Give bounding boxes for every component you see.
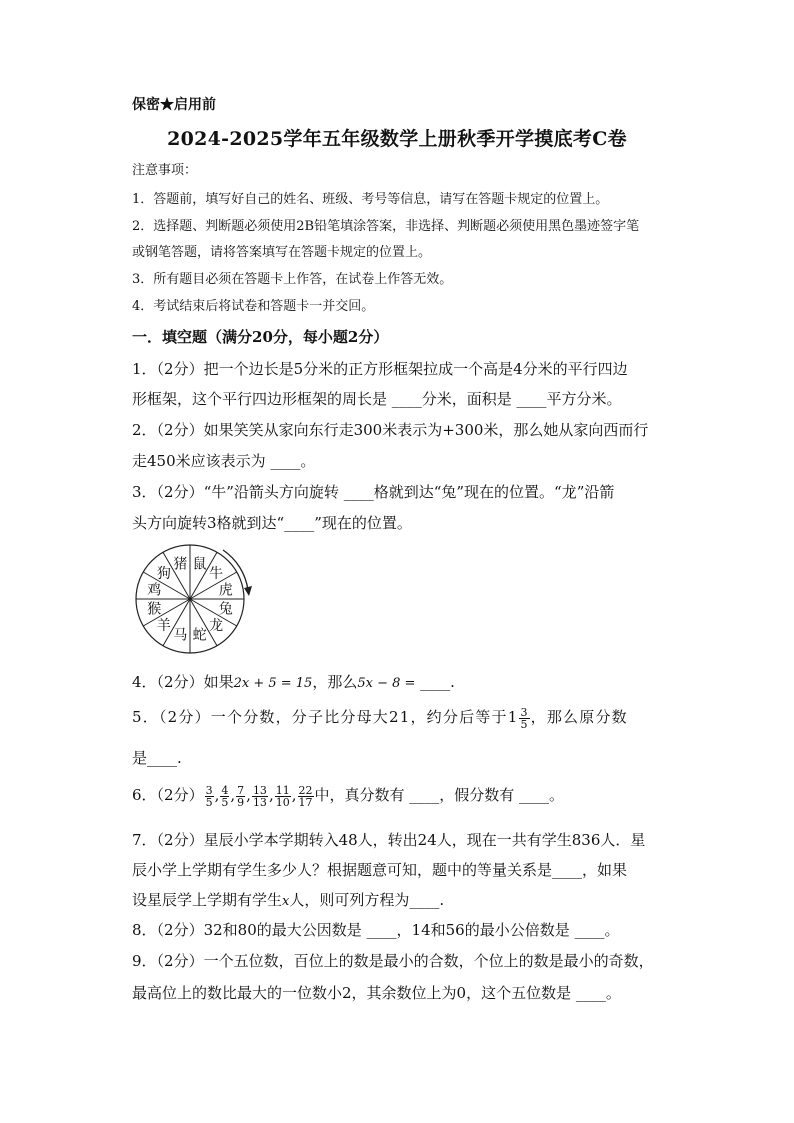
fraction-numerator: 11 xyxy=(275,783,290,797)
fraction-1 xyxy=(205,785,214,808)
wheel-label: 猴 xyxy=(147,601,162,618)
arrow-head-icon xyxy=(244,586,252,596)
note-2a: 2．选择题、判断题必须使用2B铅笔填涂答案，非选择、判断题必须使用黑色墨迹签字笔 xyxy=(132,219,640,234)
note-2b: 或钢笔答题，请将答案填写在答题卡规定的位置上。 xyxy=(132,245,432,260)
zodiac-wheel-figure xyxy=(128,540,268,658)
question-9-line-2: 最高位上的数比最大的一位数小2，其余数位上为0，这个五位数是 ____。 xyxy=(132,984,621,1002)
note-1: 1．答题前，填写好自己的姓名、班级、考号等信息，请写在答题卡规定的位置上。 xyxy=(132,192,609,207)
question-7-line-1: 7．（2分）星辰小学本学期转入48人，转出24人，现在一共有学生836人．星 xyxy=(132,831,646,849)
question-6-fraction-list xyxy=(204,783,315,809)
section-heading: 一．填空题（满分20分，每小题2分） xyxy=(132,328,389,346)
question-7-suffix: 人，则可列方程为____. xyxy=(289,891,445,909)
fraction-separator: , xyxy=(291,786,297,804)
question-6-suffix: 中，真分数有 ____，假分数有 ____。 xyxy=(314,786,565,804)
question-5-line-1 xyxy=(132,703,682,731)
fraction-numerator: 13 xyxy=(252,783,267,797)
fraction-denominator: 5 xyxy=(221,795,229,809)
question-7-line-3 xyxy=(132,886,682,916)
question-5-suffix: ，那么原分数 xyxy=(530,708,628,726)
question-4 xyxy=(132,668,682,698)
fraction-numerator: 22 xyxy=(298,783,313,797)
question-1-line-2: 形框架，这个平行四边形框架的周长是 ____分米，面积是 ____平方分米。 xyxy=(132,390,622,408)
fraction-numerator: 3 xyxy=(520,705,529,719)
fraction-3 xyxy=(236,785,245,808)
page-title: 2024-2025学年五年级数学上册秋季开学摸底考C卷 xyxy=(167,128,627,150)
note-3: 3．所有题目必须在答题卡上作答，在试卷上作答无效。 xyxy=(132,272,453,287)
question-4-suffix: ____. xyxy=(415,673,455,691)
question-1-line-1: 1．（2分）把一个边长是5分米的正方形框架拉成一个高是4分米的平行四边 xyxy=(132,360,628,378)
fraction-separator: , xyxy=(230,786,236,804)
wheel-label: 鼠 xyxy=(192,556,207,573)
question-7-prefix: 设星辰学上学期有学生 xyxy=(132,891,283,909)
question-2-line-2: 走450米应该表示为 ____。 xyxy=(132,452,316,470)
wheel-label: 蛇 xyxy=(192,627,207,644)
mixed-number-whole: 1 xyxy=(507,708,519,726)
wheel-label: 虎 xyxy=(218,582,233,599)
question-9-line-1: 9．（2分）一个五位数，百位上的数是最小的合数，个位上的数是最小的奇数， xyxy=(132,952,654,970)
wheel-label: 狗 xyxy=(156,565,171,582)
wheel-label: 马 xyxy=(173,627,188,644)
wheel-label: 龙 xyxy=(209,618,224,635)
wheel-label: 牛 xyxy=(209,565,224,582)
wheel-label: 兔 xyxy=(218,601,233,618)
note-4: 4．考试结束后将试卷和答题卡一并交回。 xyxy=(132,299,375,314)
fraction-separator: , xyxy=(214,786,220,804)
fraction-separator: , xyxy=(246,786,251,804)
fraction-denominator: 17 xyxy=(298,795,313,809)
fraction-numerator: 3 xyxy=(205,783,213,797)
mixed-number-fraction xyxy=(519,707,529,730)
fraction-4 xyxy=(252,785,268,808)
fraction-denominator: 13 xyxy=(252,795,267,809)
question-7-line-2: 辰小学上学期有学生多少人？根据题意可知，题中的等量关系是____，如果 xyxy=(132,861,628,879)
question-5-line-2: 是____. xyxy=(132,749,182,767)
question-4-prefix: 4．（2分）如果 xyxy=(132,673,234,691)
fraction-6 xyxy=(298,785,314,808)
question-2-line-1: 2．（2分）如果笑笑从家向东行走300米表示为+300米，那么她从家向西而行 xyxy=(132,421,649,439)
fraction-numerator: 4 xyxy=(221,783,229,797)
question-5-prefix: 5．（2分）一个分数，分子比分母大21，约分后等于 xyxy=(132,708,508,726)
question-4-middle: ，那么 xyxy=(312,673,358,691)
fraction-numerator: 7 xyxy=(237,783,245,797)
fraction-2 xyxy=(220,785,229,808)
question-7-variable: x xyxy=(282,894,290,909)
notes-heading: 注意事项： xyxy=(132,163,198,178)
question-4-equation-1: 2x + 5 = 15 xyxy=(233,676,313,691)
fraction-denominator: 9 xyxy=(237,795,245,809)
fraction-5 xyxy=(275,785,291,808)
question-8: 8．（2分）32和80的最大公因数是 ____，14和56的最小公倍数是 ____。 xyxy=(132,921,620,939)
question-3-line-2: 头方向旋转3格就到达“____”现在的位置。 xyxy=(132,514,412,532)
fraction-denominator: 10 xyxy=(275,795,290,809)
confidential-label: 保密★启用前 xyxy=(132,97,216,113)
question-3-line-1: 3．（2分）“牛”沿箭头方向旋转 ____格就到达“兔”现在的位置。“龙”沿箭 xyxy=(132,483,615,501)
question-6 xyxy=(132,781,682,809)
question-6-prefix: 6．（2分） xyxy=(132,786,204,804)
question-4-equation-2: 5x − 8 = xyxy=(357,676,416,691)
fraction-denominator: 5 xyxy=(520,717,529,731)
wheel-label: 猪 xyxy=(173,556,188,573)
fraction-denominator: 5 xyxy=(205,795,213,809)
fraction-separator: , xyxy=(268,786,274,804)
wheel-label: 鸡 xyxy=(147,582,162,599)
wheel-label: 羊 xyxy=(156,618,171,635)
